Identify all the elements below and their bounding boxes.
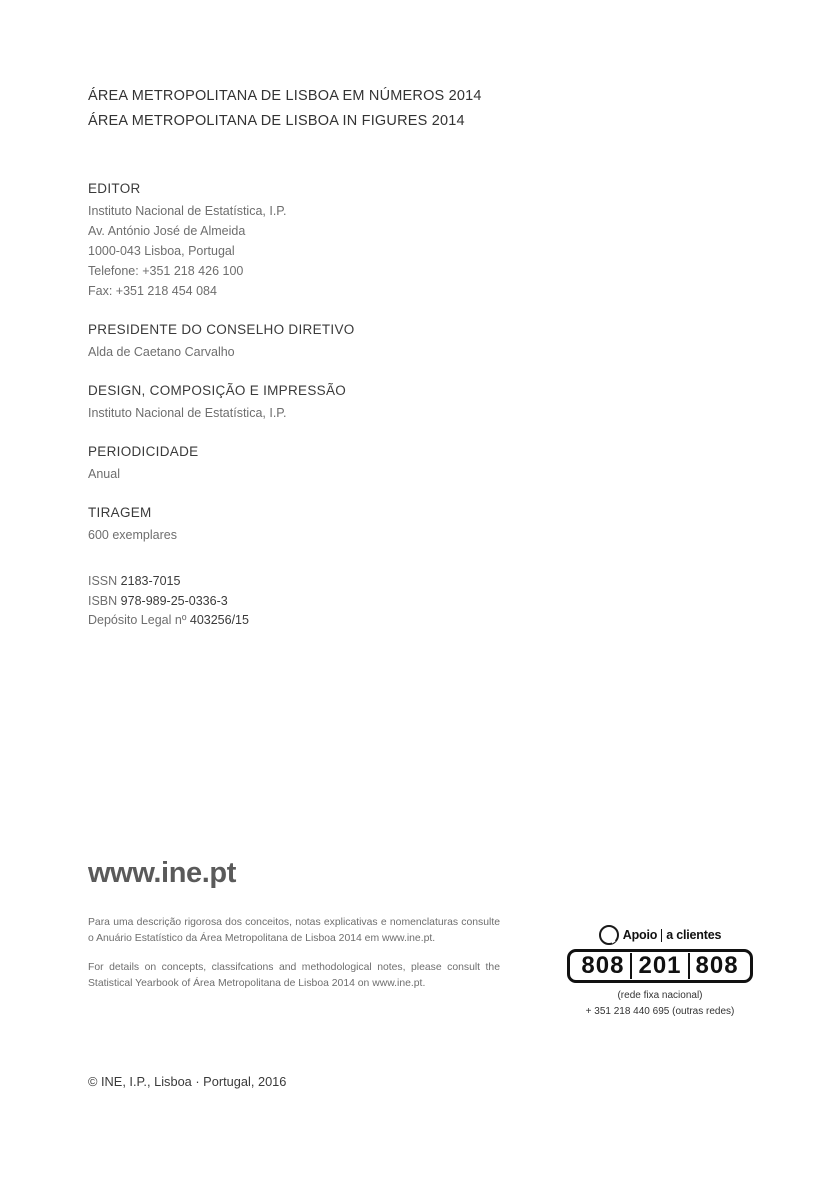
- note-pt: Para uma descrição rigorosa dos conceitos, notas explicativas e nomenclaturas consulte o Anuário Estatístico da Área Metropolitana de Lisboa 2014 em www.ine.pt.: [88, 917, 500, 944]
- credit-heading: PERIODICIDADE: [88, 444, 199, 459]
- support-network-note: (rede fixa nacional): [617, 990, 703, 1001]
- website-link[interactable]: www.ine.pt: [88, 857, 236, 889]
- support-label-left: Apoio: [622, 928, 658, 942]
- credits-section: [88, 178, 708, 563]
- credit-line: Anual: [88, 467, 120, 481]
- headset-icon: [599, 925, 619, 945]
- support-phone-number: [567, 949, 753, 983]
- credit-group-periodicity: [88, 441, 708, 484]
- publication-title: [88, 84, 708, 134]
- identifier-label: ISSN: [88, 574, 118, 588]
- credit-line: Instituto Nacional de Estatística, I.P.: [88, 406, 287, 420]
- credit-group-print-run: [88, 502, 708, 545]
- credit-heading: EDITOR: [88, 181, 141, 196]
- support-heading: [560, 925, 760, 945]
- credit-heading: TIRAGEM: [88, 505, 152, 520]
- support-label-right: a clientes: [666, 928, 722, 942]
- credit-line: 600 exemplares: [88, 528, 177, 542]
- identifier-issn: [88, 572, 249, 592]
- phone-segment-1: 808: [581, 952, 625, 979]
- identifier-value: 978-989-25-0336-3: [120, 593, 228, 608]
- credit-line: Fax: +351 218 454 084: [88, 284, 217, 298]
- identifiers-block: [88, 572, 249, 631]
- credit-group-design: [88, 380, 708, 423]
- credit-group-president: [88, 319, 708, 362]
- divider: [661, 929, 662, 942]
- identifier-label: ISBN: [88, 593, 118, 608]
- credit-line: Instituto Nacional de Estatística, I.P.: [88, 204, 287, 218]
- credit-line: Telefone: +351 218 426 100: [88, 264, 244, 278]
- phone-segment-2: 201: [638, 952, 682, 979]
- credit-line: 1000-043 Lisboa, Portugal: [88, 244, 235, 258]
- identifier-value: 403256/15: [189, 613, 249, 627]
- copyright-line: © INE, I.P., Lisboa · Portugal, 2016: [88, 1074, 287, 1089]
- credit-group-editor: [88, 178, 708, 301]
- phone-segment-3: 808: [695, 952, 739, 979]
- note-en: For details on concepts, classifcations and methodological notes, please consult the Statistical Yearbook of Área Metropolitana de Lisboa 2014 on www.ine.pt.: [88, 962, 500, 989]
- title-line-en: ÁREA METROPOLITANA DE LISBOA IN FIGURES 2014: [88, 113, 465, 129]
- identifier-label: Depósito Legal nº: [88, 613, 187, 627]
- identifier-value: 2183-7015: [120, 574, 181, 588]
- credit-line: Av. António José de Almeida: [88, 224, 246, 238]
- notes-section: [88, 915, 500, 1005]
- credit-line: Alda de Caetano Carvalho: [88, 345, 235, 359]
- identifier-legal-deposit: [88, 611, 249, 631]
- customer-support-badge: [560, 925, 760, 1020]
- credit-heading: PRESIDENTE DO CONSELHO DIRETIVO: [88, 322, 355, 337]
- credit-heading: DESIGN, COMPOSIÇÃO E IMPRESSÃO: [88, 383, 347, 398]
- identifier-isbn: [88, 592, 249, 612]
- support-other-networks: + 351 218 440 695 (outras redes): [585, 1006, 735, 1017]
- title-line-pt: ÁREA METROPOLITANA DE LISBOA EM NÚMEROS 2014: [88, 88, 482, 104]
